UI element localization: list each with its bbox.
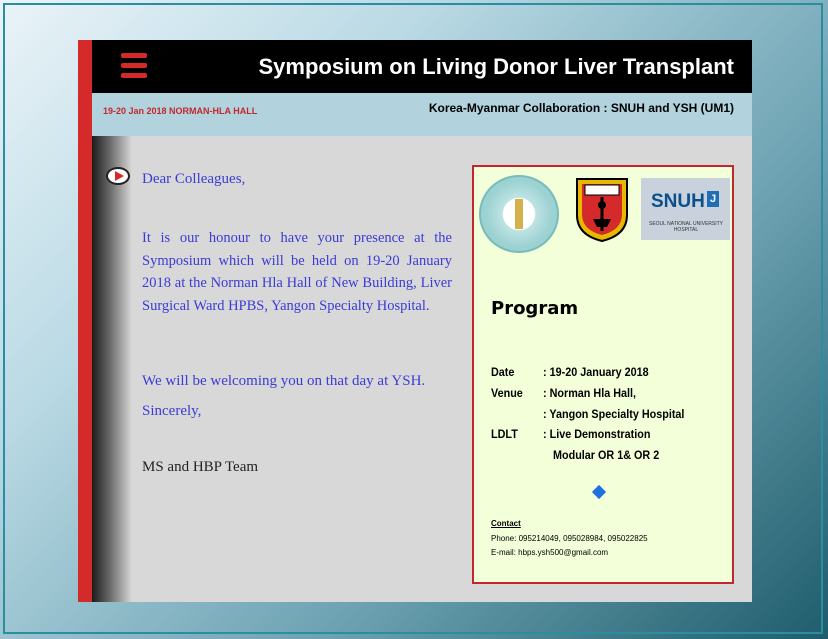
letter-paragraph-1: It is our honour to have your presence at the Symposium which will be held on 19-20 January 2018 at the Norman Hla Hall of New Building, Liver Surgical Ward HPBS, Yangon Specialty Hospital. [142,230,452,314]
page-title: Symposium on Living Donor Liver Transplant [258,54,734,79]
ysh-logo [573,175,631,243]
date-label: Date [491,365,515,379]
venue-value-2: : Yangon Specialty Hospital [543,407,685,421]
letter-paragraph-2: We will be welcoming you on that day at YSH. [142,373,426,389]
snuh-logo-subtitle: SEOUL NATIONAL UNIVERSITY HOSPITAL [649,221,723,233]
letter-closing: Sincerely, [142,403,202,419]
snuh-logo-mark: J [707,191,719,207]
date-value: : 19-20 January 2018 [543,365,649,379]
myanmar-ministry-logo [479,175,559,253]
ldlt-value-1: : Live Demonstration [543,427,651,441]
sub-header [92,93,752,136]
play-icon[interactable] [106,167,130,185]
venue-value-1: : Norman Hla Hall, [543,386,637,400]
left-accent-bar [78,40,92,602]
letter-signature: MS and HBP Team [142,459,259,475]
snuh-logo-text: SNUH [651,191,705,212]
date-hall-label: 19-20 Jan 2018 NORMAN-HLA HALL [103,106,258,116]
contact-title: Contact [491,519,521,528]
letter-greeting: Dear Colleagues, [142,171,246,187]
snuh-logo [641,178,730,240]
menu-icon[interactable] [121,53,147,77]
collaboration-label: Korea-Myanmar Collaboration : SNUH and YSH (UM1) [428,101,734,115]
contact-email[interactable]: E-mail: hbps.ysh500@gmail.com [491,548,609,557]
ldlt-label: LDLT [491,427,518,441]
program-panel [472,165,734,584]
program-title: Program [491,298,579,319]
slide [78,40,752,602]
header-bar [92,40,752,93]
contact-phone: Phone: 095214049, 095028984, 095022825 [491,534,648,543]
venue-label: Venue [491,386,523,400]
diamond-icon [592,485,606,499]
ldlt-value-2: Modular OR 1& OR 2 [553,448,660,462]
page-shadow [92,136,132,602]
